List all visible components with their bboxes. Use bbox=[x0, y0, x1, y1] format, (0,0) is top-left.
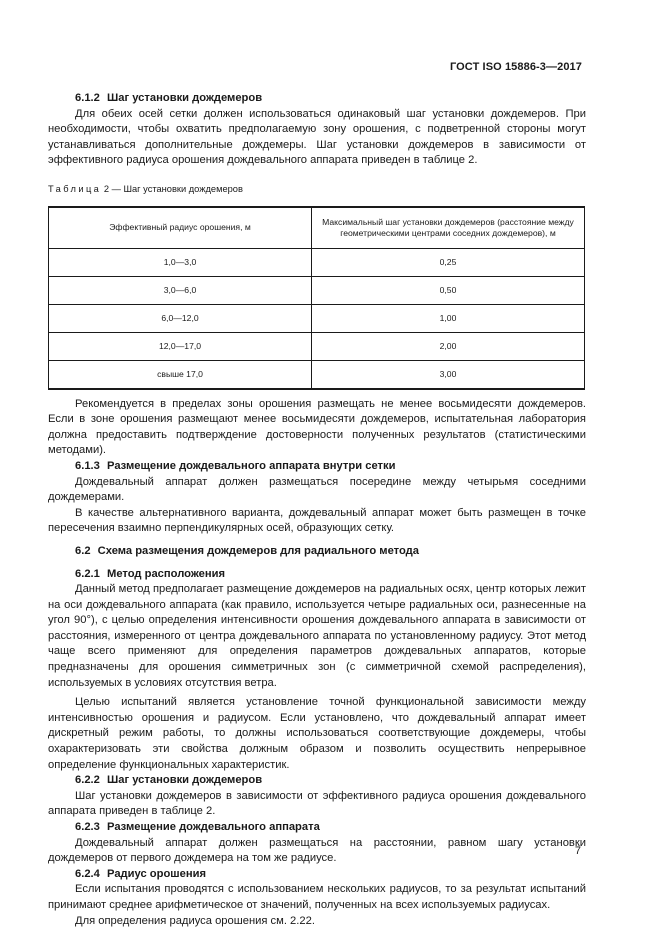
table-caption-text: 2 — Шаг установки дождемеров bbox=[103, 183, 243, 194]
spacing-cell: 3,00 bbox=[312, 360, 585, 389]
radius-cell: 1,0—3,0 bbox=[49, 248, 312, 276]
section-number: 6.1.2 bbox=[75, 92, 100, 104]
table-row bbox=[49, 276, 585, 304]
table-row bbox=[49, 248, 585, 276]
section-6-2-4-heading bbox=[48, 867, 586, 883]
table-row bbox=[49, 304, 585, 332]
radius-cell: 3,0—6,0 bbox=[49, 276, 312, 304]
section-6-2-4-paragraph-1: Если испытания проводятся с использованием нескольких радиусов, то за результат испытаний принимают среднее арифметическое от значений, полученных на всех используемых радиусах. bbox=[48, 883, 586, 911]
section-title: Размещение дождевального аппарата внутри сетки bbox=[107, 459, 396, 472]
section-6-2-1-heading bbox=[48, 567, 586, 583]
document-body bbox=[48, 91, 586, 929]
table-header-row bbox=[49, 207, 585, 249]
section-6-1-2-heading bbox=[48, 91, 586, 107]
page-number: 7 bbox=[574, 845, 581, 857]
section-6-2-3-paragraph: Дождевальный аппарат должен размещаться на расстоянии, равном шагу установки дождемеров от первого дождемера на том же радиусе. bbox=[48, 836, 586, 865]
section-6-1-2-paragraph: Для обеих осей сетки должен использоваться одинаковый шаг установки дождемеров. При необходимости, чтобы охватить предполагаемую зону орошения, с подветренной стороны могут устанавливаться дополнительные дождемеры. Шаг установки дождемеров в зависимости от эффективного радиуса орошения дождевального аппарата приведен в таблице 2. bbox=[48, 107, 586, 167]
section-6-1-3-paragraph-1: Дождевальный аппарат должен размещаться посередине между четырьмя соседними дождемерами. bbox=[48, 475, 586, 504]
section-number: 6.2.1 bbox=[75, 567, 100, 580]
table-caption-word: Таблица bbox=[48, 183, 102, 194]
section-6-1-3-paragraph-2: В качестве альтернативного варианта, дождевальный аппарат может быть размещен в точке пересечения взаимно перпендикулярных осей, образующих сетку. bbox=[48, 506, 586, 535]
section-title: Радиус орошения bbox=[107, 867, 206, 880]
section-number: 6.2.3 bbox=[75, 821, 100, 833]
section-title: Схема размещения дождемеров для радиального метода bbox=[97, 544, 419, 557]
section-number: 6.2 bbox=[75, 544, 91, 557]
column-header-radius: Эффективный радиус орошения, м bbox=[49, 207, 312, 249]
section-number: 6.1.3 bbox=[75, 459, 100, 472]
section-title: Метод расположения bbox=[107, 567, 226, 580]
section-6-2-4-paragraph-2: Для определения радиуса орошения см. 2.22. bbox=[75, 914, 315, 927]
section-number: 6.2.2 bbox=[75, 774, 100, 787]
section-title: Размещение дождевального аппарата bbox=[107, 821, 320, 833]
table-row bbox=[49, 332, 585, 360]
recommendation-paragraph: Рекомендуется в пределах зоны орошения размещать не менее восьмидесяти дождемеров. Если в зоне орошения размещают менее восьмидесяти дождемеров, испытательная лаборатория должна предоставить подтверждение достоверности полученных результатов (статистическими методами). bbox=[48, 397, 586, 457]
column-header-spacing: Максимальный шаг установки дождемеров (расстояние между геометрическими центрами соседних дождемеров), м bbox=[312, 207, 585, 249]
section-6-2-1-paragraph-1: Данный метод предполагает размещение дождемеров на радиальных осях, центр которых лежит на оси дождевального аппарата (как правило, используется четыре радиальных оси, разнесенные на угол 90°), с целью определения интенсивности орошения дождевального аппарата в зависимости от расстояния, измеренного от центра дождевального аппарата по установленному радиусу. Этот метод чаще всего применяют для определения параметров дождевальных аппаратов, которые предназначены для орошения симметричных зон (с симметричной схемой распределения), используемых в условиях отсутствия ветра. bbox=[48, 583, 586, 689]
table-caption bbox=[48, 182, 586, 198]
section-6-2-1-paragraph-2: Целью испытаний является установление точной функциональной зависимости между интенсивностью орошения и радиусом. Если установлено, что дождевальный аппарат имеет дискретный режим работы, то должны использоваться соответствующие дождемеры, чтобы охарактеризовать эти свойства должным образом и позволить осуществить непрерывное определение функциональных характеристик. bbox=[48, 696, 586, 771]
section-6-2-heading bbox=[48, 544, 586, 560]
section-6-2-2-paragraph: Шаг установки дождемеров в зависимости от эффективного радиуса орошения дождевального аппарата приведен в таблице 2. bbox=[48, 789, 586, 818]
radius-cell: 6,0—12,0 bbox=[49, 304, 312, 332]
section-6-1-3-heading bbox=[48, 459, 586, 475]
spacing-cell: 0,25 bbox=[312, 248, 585, 276]
rain-gauge-spacing-table bbox=[48, 206, 585, 390]
document-id-header: ГОСТ ISO 15886-3—2017 bbox=[449, 61, 582, 73]
section-6-2-3-heading bbox=[48, 820, 586, 836]
section-number: 6.2.4 bbox=[75, 867, 100, 880]
spacing-cell: 0,50 bbox=[312, 276, 585, 304]
radius-cell: свыше 17,0 bbox=[49, 360, 312, 389]
spacing-cell: 2,00 bbox=[312, 332, 585, 360]
section-6-2-2-heading bbox=[48, 773, 586, 789]
radius-cell: 12,0—17,0 bbox=[49, 332, 312, 360]
section-title: Шаг установки дождемеров bbox=[107, 774, 263, 787]
section-title: Шаг установки дождемеров bbox=[107, 92, 263, 104]
table-row bbox=[49, 360, 585, 389]
spacing-cell: 1,00 bbox=[312, 304, 585, 332]
